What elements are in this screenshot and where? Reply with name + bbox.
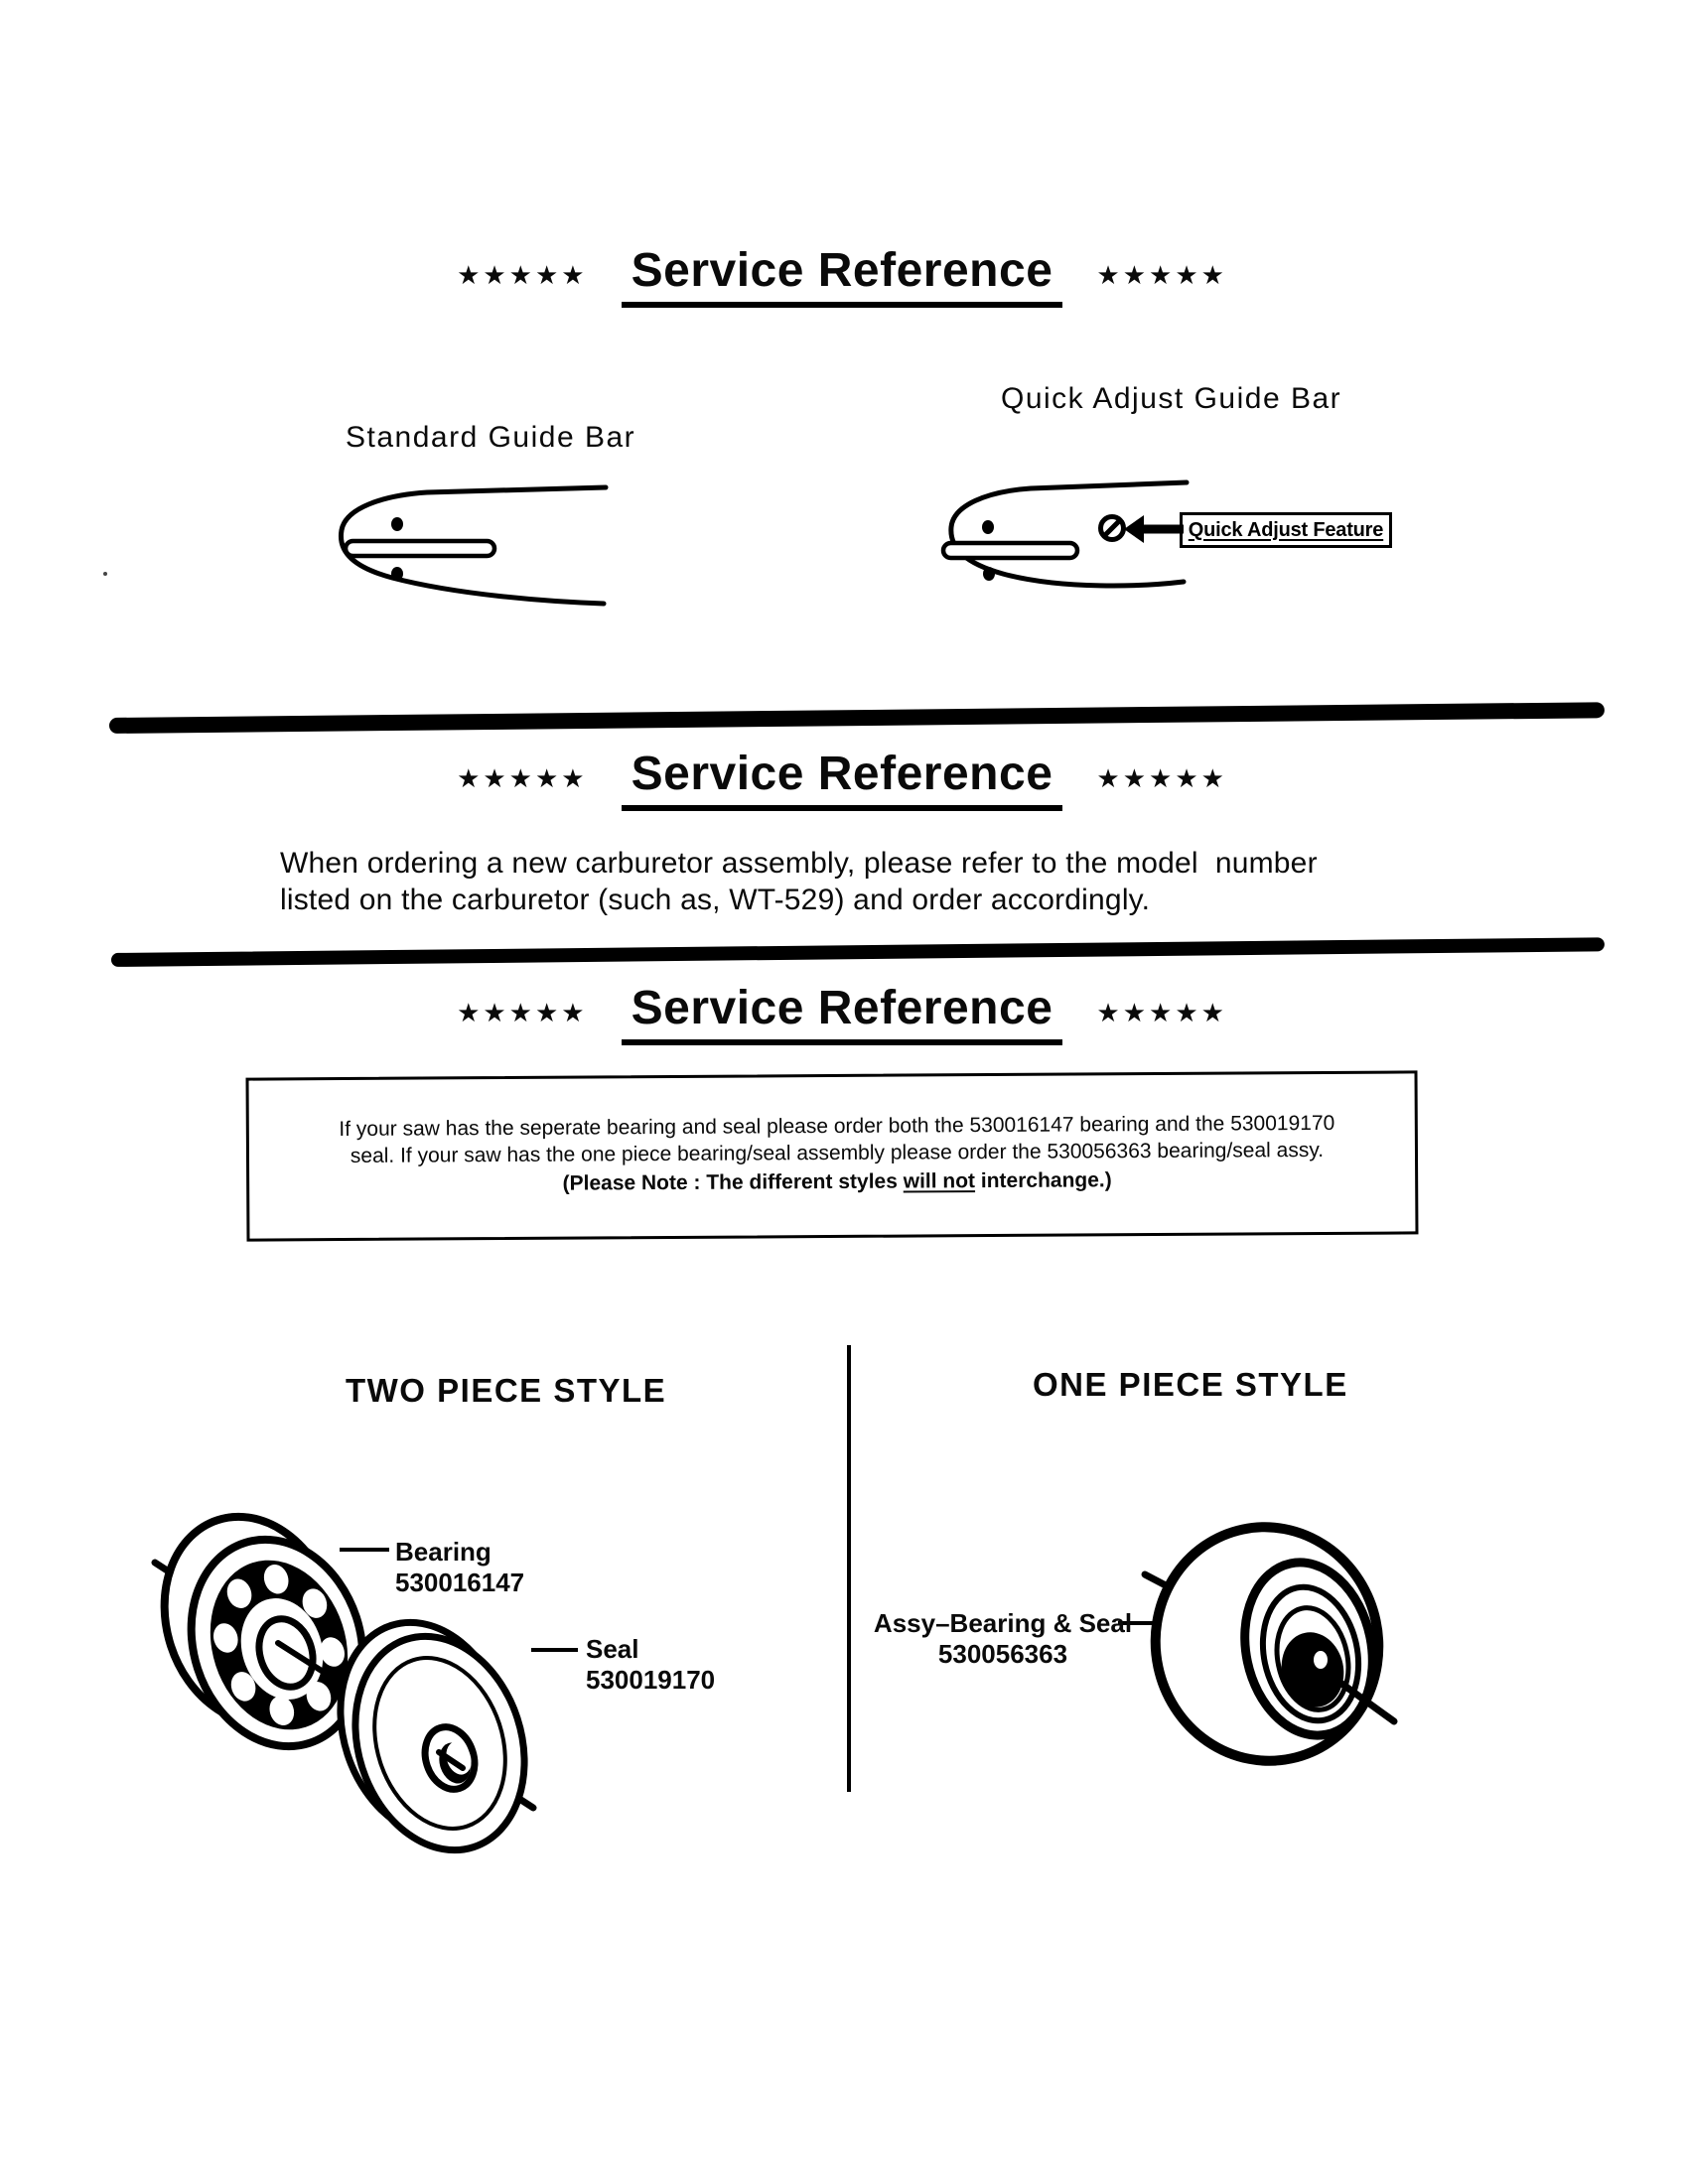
bearing-label: Bearing bbox=[395, 1537, 491, 1567]
assy-callout bbox=[866, 1608, 1140, 1670]
note-line: If your saw has the seperate bearing and seal please order both the 530016147 bearing and the 530019170 bbox=[339, 1111, 1335, 1142]
stars-icon: ★★★★★ bbox=[457, 763, 588, 793]
seal-part-number: 530019170 bbox=[586, 1665, 716, 1695]
stars-icon: ★★★★★ bbox=[1096, 260, 1227, 290]
standard-guide-bar-label: Standard Guide Bar bbox=[346, 421, 636, 454]
bar-hole bbox=[391, 567, 403, 581]
one-piece-style-title: ONE PIECE STYLE bbox=[1033, 1366, 1348, 1403]
quick-adjust-guide-bar-label: Quick Adjust Guide Bar bbox=[1001, 382, 1342, 415]
adjustment-slot bbox=[943, 543, 1077, 558]
bar-hole bbox=[983, 567, 995, 581]
bar-hole bbox=[391, 517, 403, 531]
paragraph-line: listed on the carburetor (such as, WT-529) and order accordingly. bbox=[280, 884, 1151, 916]
vertical-divider bbox=[847, 1345, 851, 1792]
note-bold-suffix: interchange.) bbox=[974, 1168, 1112, 1193]
page-title: Service Reference bbox=[622, 981, 1063, 1045]
note-bold-prefix: (Please Note : The different styles bbox=[562, 1169, 904, 1195]
note-line: seal. If your saw has the one piece bearing/seal assembly please order the 530056363 bearing/seal assy. bbox=[350, 1138, 1325, 1167]
carburetor-note-paragraph bbox=[280, 845, 1318, 918]
note-line-bold bbox=[279, 1165, 1395, 1199]
assy-label: Assy–Bearing & Seal bbox=[873, 1608, 1133, 1638]
bearing-seal-note-box bbox=[246, 1070, 1419, 1241]
seal-callout bbox=[586, 1634, 715, 1696]
two-piece-style-title: TWO PIECE STYLE bbox=[346, 1372, 667, 1409]
stars-icon: ★★★★★ bbox=[1096, 998, 1227, 1027]
stars-icon: ★★★★★ bbox=[1096, 763, 1227, 793]
quick-adjust-guide-bar-drawing bbox=[923, 452, 1192, 625]
section1-header bbox=[0, 243, 1684, 308]
section-divider-rule bbox=[111, 937, 1605, 967]
scan-speck bbox=[103, 572, 107, 576]
stars-icon: ★★★★★ bbox=[457, 260, 588, 290]
assy-part-number: 530056363 bbox=[937, 1639, 1068, 1669]
bar-hole bbox=[982, 520, 994, 534]
page-title: Service Reference bbox=[622, 243, 1063, 308]
stars-icon: ★★★★★ bbox=[457, 998, 588, 1027]
quick-adjust-feature-label: Quick Adjust Feature bbox=[1188, 518, 1384, 541]
bearing-part-number: 530016147 bbox=[395, 1568, 525, 1597]
bearing-seal-assembly-drawing bbox=[1134, 1506, 1400, 1781]
seal-label: Seal bbox=[586, 1634, 639, 1664]
standard-guide-bar-drawing bbox=[298, 459, 626, 622]
section-divider-rule bbox=[109, 702, 1605, 734]
quick-adjust-feature-box bbox=[1180, 512, 1392, 548]
section2-header bbox=[0, 747, 1684, 811]
paragraph-line: When ordering a new carburetor assembly, please refer to the model number bbox=[280, 847, 1318, 880]
arrow-left-icon bbox=[1124, 515, 1144, 543]
adjustment-slot bbox=[346, 541, 494, 556]
bearing-callout bbox=[395, 1537, 524, 1598]
note-will-not: will not bbox=[903, 1169, 976, 1193]
page-title: Service Reference bbox=[622, 747, 1063, 811]
section3-header bbox=[0, 981, 1684, 1045]
